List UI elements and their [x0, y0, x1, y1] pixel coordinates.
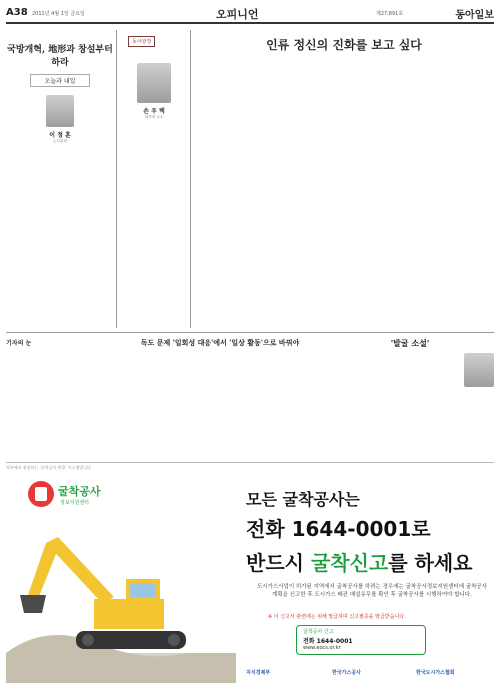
reporter-column-title: 기자의 눈: [6, 340, 32, 347]
ad-body: 도시가스사업이 허가된 지역에서 굴착공사를 하려는 경우에는 굴착공사정보지원센터에 굴착공사 계획을 신고한 후 도시가스 배관 매설유무를 확인 후 굴착공사를 시행하여야 합니다.: [256, 584, 488, 598]
main-op-ed: [194, 28, 494, 328]
paper-name: 동아일보: [455, 10, 494, 21]
ad-headline-3: [246, 547, 472, 576]
op-ed-left-title: 국방개혁, 地形과 창설부터 하라: [7, 45, 113, 68]
discovery-photo: [464, 353, 494, 387]
logo-sub: 정보지원센터: [60, 500, 89, 506]
section-title: 오피니언: [216, 8, 259, 21]
author-name: 이 정 훈: [49, 132, 71, 139]
excavator-illustration: [6, 503, 236, 683]
dokdo-column-title: 독도 문제 '일회성 대응'에서 '일상 활동'으로 바꿔야: [140, 338, 300, 347]
discovery-column-title: '발굴 소설': [390, 338, 430, 348]
ad-phone-number: 전화 1644-0001: [303, 638, 353, 645]
dokdo-column: [120, 338, 320, 450]
op-ed-left: [6, 28, 114, 328]
ad-headline-3-post: 를 하세요: [388, 551, 473, 575]
op-ed-left-kicker: 오늘과 내일: [30, 74, 90, 87]
logo-name: 굴착공사: [58, 485, 101, 498]
publish-date: 2011년 4월 1일 금요일: [32, 11, 85, 17]
section-divider: [6, 332, 494, 333]
reporter-column: [6, 338, 114, 450]
ad-warning: ※ 이 신고서 관련에는 위해 발급하며 신고필증을 발급받습니다.: [268, 614, 406, 620]
sponsor-3: 한국도시가스협회: [416, 670, 455, 676]
ad-website: www.eocs.or.kr: [303, 645, 341, 651]
ad-headline-2: 전화 1644-0001로: [246, 517, 431, 541]
ad-headline-1: 모든 굴착공사는: [246, 490, 360, 509]
masthead: [6, 4, 494, 24]
column-divider: [190, 30, 191, 328]
ad-contact-box: [296, 625, 426, 655]
ad-headline-3-highlight: 굴착신고: [310, 551, 389, 575]
author-photo: [46, 95, 74, 127]
author-role: 논설위원: [53, 139, 67, 143]
ad-sponsors: [246, 665, 494, 681]
sponsor-2: 한국가스공사: [332, 670, 361, 676]
issue-number: 제27,891호: [376, 11, 404, 17]
main-op-ed-title: 인류 정신의 진화를 보고 싶다: [266, 38, 422, 52]
columnist-role: 세종대 교수: [144, 115, 164, 119]
sponsor-1: 지식경제부: [246, 670, 271, 676]
columnist-name: 손 우 택: [143, 108, 165, 115]
ad-contact-label: 굴착공사 신고: [303, 629, 334, 635]
ad-headline-3-pre: 반드시: [246, 551, 311, 575]
discovery-column: [326, 338, 494, 450]
columnist-photo: [137, 63, 171, 103]
column-box: [120, 28, 188, 328]
advertisement: [6, 462, 494, 685]
column-tag: 동아광장: [128, 36, 155, 47]
ad-topline: 정부에서 권장하는 ‘굴착공사 원콜’ 시스템입니다.: [6, 465, 93, 470]
column-divider: [116, 30, 117, 328]
page-number: A38: [6, 7, 28, 18]
